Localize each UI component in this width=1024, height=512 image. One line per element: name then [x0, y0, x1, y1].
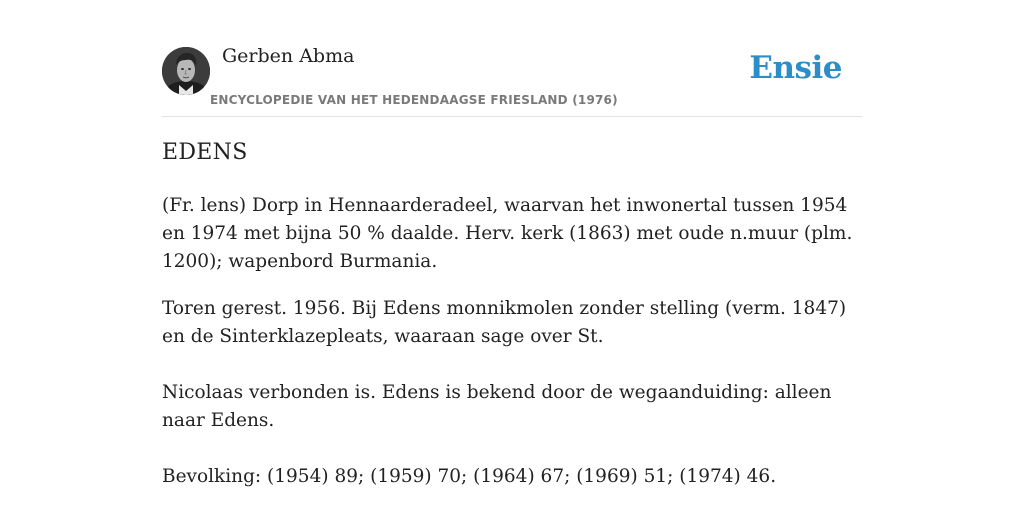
author-name[interactable]: Gerben Abma [222, 45, 355, 67]
entry-body [162, 192, 862, 491]
author-portrait-icon [162, 47, 210, 95]
entry-header [162, 0, 862, 117]
paragraph: Nicolaas verbonden is. Edens is bekend door de wegaanduiding: alleen naar Edens. [162, 382, 832, 431]
ensie-logo[interactable]: Ensie [749, 50, 842, 86]
entry-title: EDENS [162, 140, 248, 165]
entry-page [162, 0, 862, 487]
paragraph: Toren gerest. 1956. Bij Edens monnikmolen zonder stelling (verm. 1847) en de Sinterklazepleats, waaraan sage over St. [162, 298, 847, 347]
author-avatar[interactable] [162, 47, 210, 95]
paragraph: (Fr. lens) Dorp in Hennaarderadeel, waarvan het inwonertal tussen 1954 en 1974 met bijna 50 % daalde. Herv. kerk (1863) met oude n.muur (plm. 1200); wapenbord Burmania. [162, 195, 853, 272]
paragraph: Bevolking: (1954) 89; (1959) 70; (1964) 67; (1969) 51; (1974) 46. [162, 466, 777, 487]
source-label[interactable]: ENCYCLOPEDIE VAN HET HEDENDAAGSE FRIESLAND (1976) [210, 93, 618, 107]
